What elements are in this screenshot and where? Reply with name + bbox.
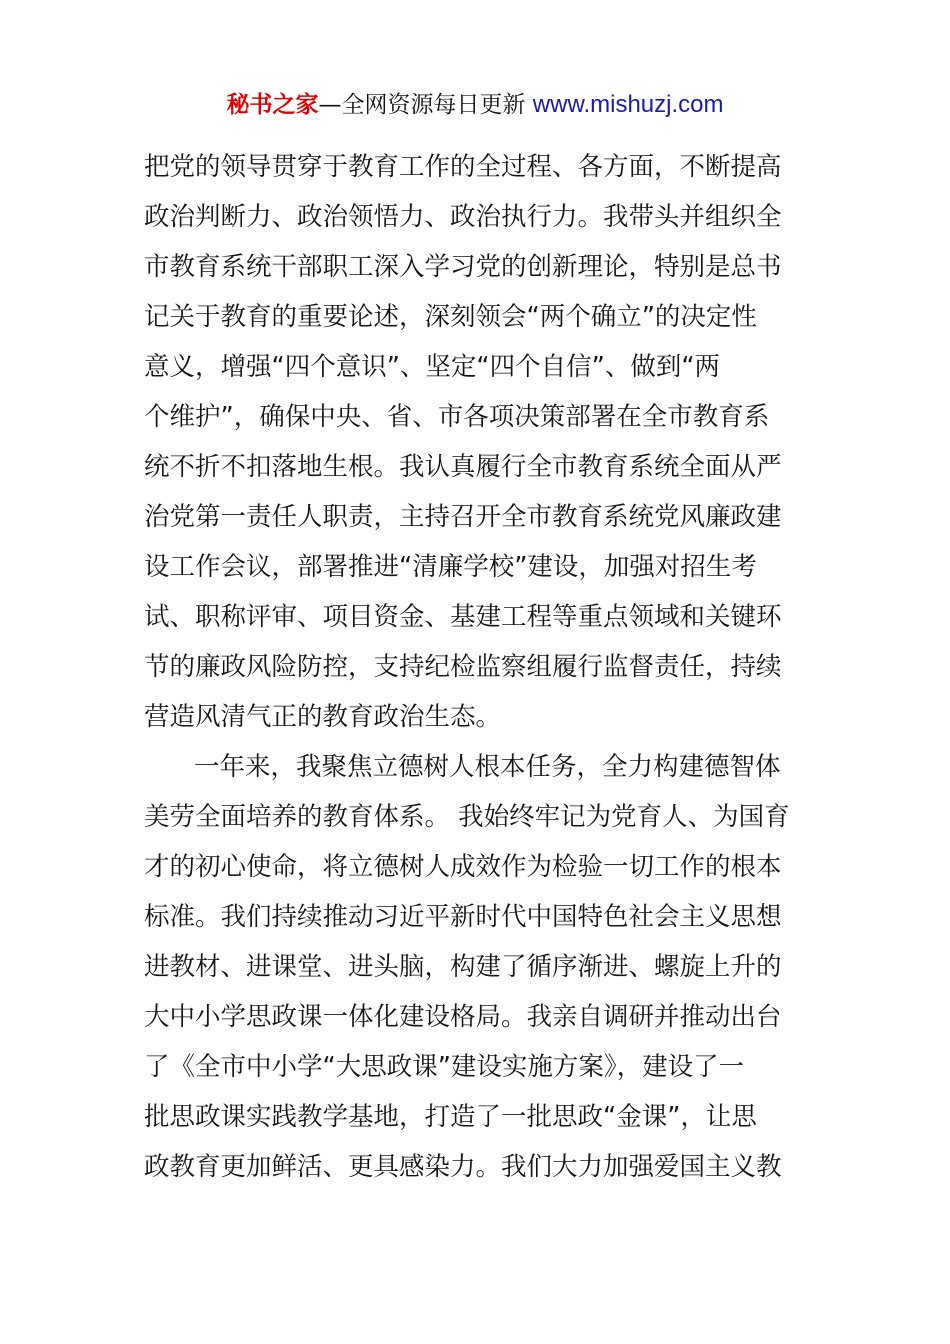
text-line: 把党的领导贯穿于教育工作的全过程、各方面，不断提高 (144, 152, 782, 182)
text-line: 试、职称评审、项目资金、基建工程等重点领域和关键环 (144, 602, 782, 632)
text-line: 记关于教育的重要论述，深刻领会“两个确立”的决定性 (144, 302, 757, 332)
text-line: 才的初心使命，将立德树人成效作为检验一切工作的根本 (144, 852, 782, 882)
text-line: 了《全市中小学“大思政课”建设实施方案》，建设了一 (144, 1052, 745, 1082)
text-line: 政教育更加鲜活、更具感染力。我们大力加强爱国主义教 (144, 1152, 782, 1182)
text-line: 标准。我们持续推动习近平新时代中国特色社会主义思想 (144, 902, 782, 932)
text-line: 一年来，我聚焦立德树人根本任务，全力构建德智体 (194, 752, 781, 782)
website-link[interactable]: www.mishuzj.com (532, 91, 724, 118)
text-line: 意义，增强“四个意识”、坚定“四个自信”、做到“两 (144, 352, 721, 382)
text-line: 个维护”，确保中央、省、市各项决策部署在全市教育系 (144, 402, 770, 432)
text-line: 设工作会议，部署推进“清廉学校”建设，加强对招生考 (144, 552, 757, 582)
paragraph (144, 142, 808, 742)
text-line: 政治判断力、政治领悟力、政治执行力。我带头并组织全 (144, 202, 782, 232)
page-header (0, 88, 950, 122)
header-tagline: —全网资源每日更新 (318, 92, 533, 118)
text-line: 营造风清气正的教育政治生态。 (144, 702, 502, 732)
text-line: 进教材、进课堂、进头脑，构建了循序渐进、螺旋上升的 (144, 952, 782, 982)
document-body (144, 142, 808, 1192)
text-line: 大中小学思政课一体化建设格局。我亲自调研并推动出台 (144, 1002, 782, 1032)
text-line: 治党第一责任人职责，主持召开全市教育系统党风廉政建 (144, 502, 782, 532)
brand-name: 秘书之家 (226, 92, 319, 118)
text-line: 市教育系统干部职工深入学习党的创新理论，特别是总书 (144, 252, 782, 282)
text-line: 批思政课实践教学基地，打造了一批思政“金课”，让思 (144, 1102, 757, 1132)
text-line: 美劳全面培养的教育体系。 我始终牢记为党育人、为国育 (144, 802, 790, 832)
text-line: 统不折不扣落地生根。我认真履行全市教育系统全面从严 (144, 452, 782, 482)
text-line: 节的廉政风险防控，支持纪检监察组履行监督责任，持续 (144, 652, 782, 682)
paragraph (144, 742, 808, 1192)
